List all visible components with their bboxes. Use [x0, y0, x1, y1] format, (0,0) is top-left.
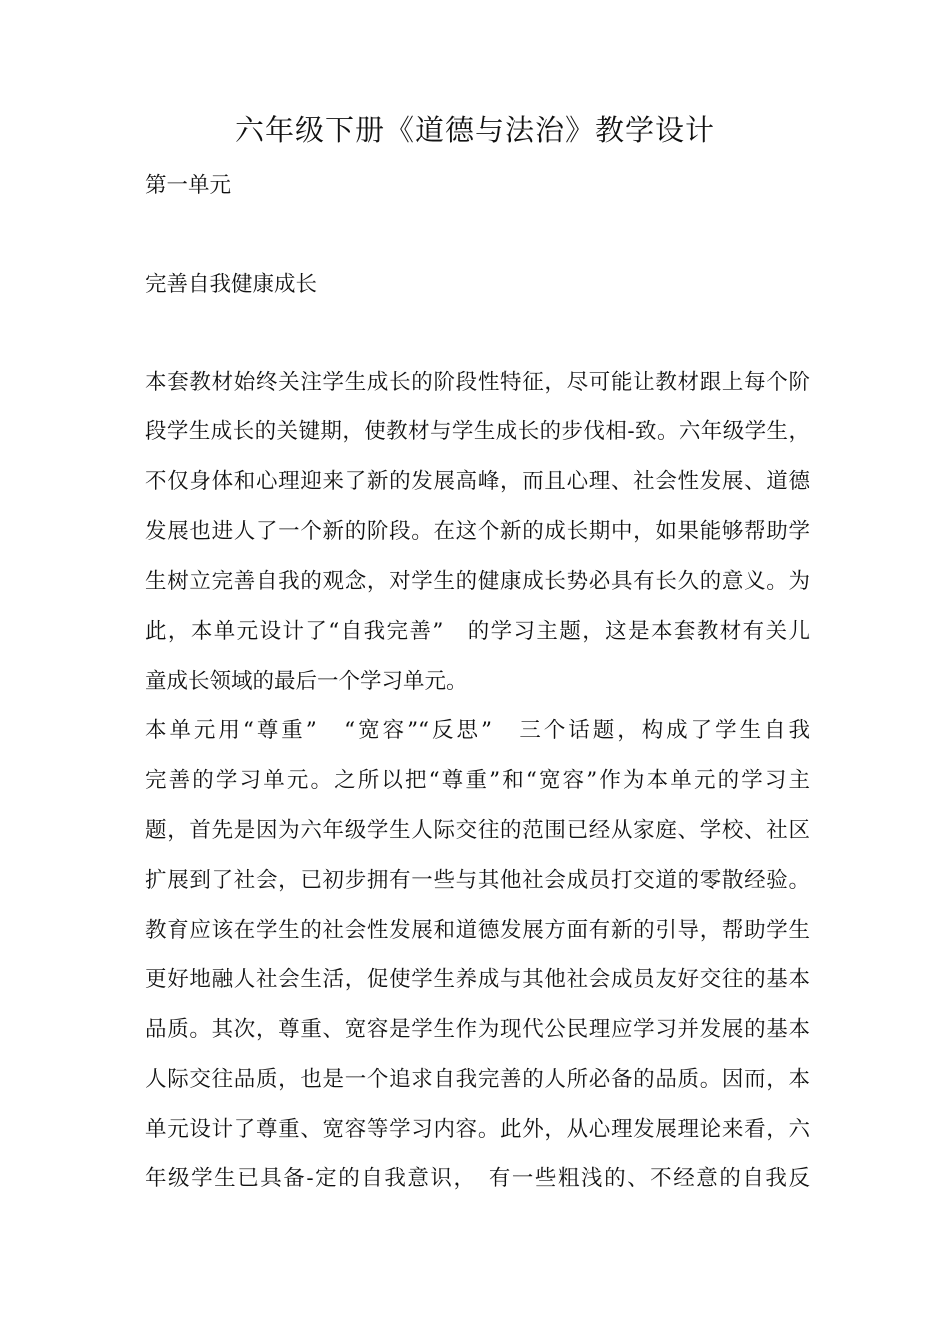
paragraph-2-line: 年级学生已具备-定的自我意识， 有一些粗浅的、不经意的自我反: [145, 1166, 810, 1191]
paragraph-2-line: 单元设计了尊重、宽容等学习内容。此外，从心理发展理论来看，六: [145, 1117, 810, 1142]
paragraph-1-line: 段学生成长的关键期，使教材与学生成长的步伐相-致。六年级学生，: [145, 419, 810, 444]
paragraph-1-line: 本套教材始终关注学生成长的阶段性特征，尽可能让教材跟上每个阶: [145, 370, 810, 395]
paragraph-2-line: 教育应该在学生的社会性发展和道德发展方面有新的引导，帮助学生: [145, 918, 810, 943]
document-title: 六年级下册《道德与法治》教学设计: [234, 113, 715, 147]
unit-theme: 完善自我健康成长: [145, 272, 318, 297]
paragraph-1-line: 此，本单元设计了“自我完善” 的学习主题，这是本套教材有关儿: [145, 619, 810, 644]
paragraph-1-line: 生树立完善自我的观念，对学生的健康成长势必具有长久的意义。为: [145, 569, 810, 594]
paragraph-1-line: 发展也进人了一个新的阶段。在这个新的成长期中，如果能够帮助学: [145, 519, 810, 544]
paragraph-2-line: 完善的学习单元。之所以把“尊重”和“宽容”作为本单元的学习主: [145, 768, 810, 793]
paragraph-2-line: 题，首先是因为六年级学生人际交往的范围已经从家庭、学校、社区: [145, 818, 810, 843]
unit-heading: 第一单元: [145, 173, 232, 198]
paragraph-1-line: 童成长领域的最后一个学习单元。: [145, 669, 468, 694]
paragraph-2-line: 本单元用“尊重” “宽容”“反思” 三个话题，构成了学生自我: [145, 718, 810, 743]
paragraph-2-line: 人际交往品质，也是一个追求自我完善的人所必备的品质。因而，本: [145, 1067, 810, 1092]
paragraph-2-line: 品质。其次，尊重、宽容是学生作为现代公民理应学习并发展的基本: [145, 1017, 810, 1042]
paragraph-2-line: 扩展到了社会，已初步拥有一些与其他社会成员打交道的零散经验。: [145, 868, 810, 893]
paragraph-2-line: 更好地融人社会生活，促使学生养成与其他社会成员友好交往的基本: [145, 967, 810, 992]
paragraph-1-line: 不仅身体和心理迎来了新的发展高峰，而且心理、社会性发展、道德: [145, 469, 810, 494]
